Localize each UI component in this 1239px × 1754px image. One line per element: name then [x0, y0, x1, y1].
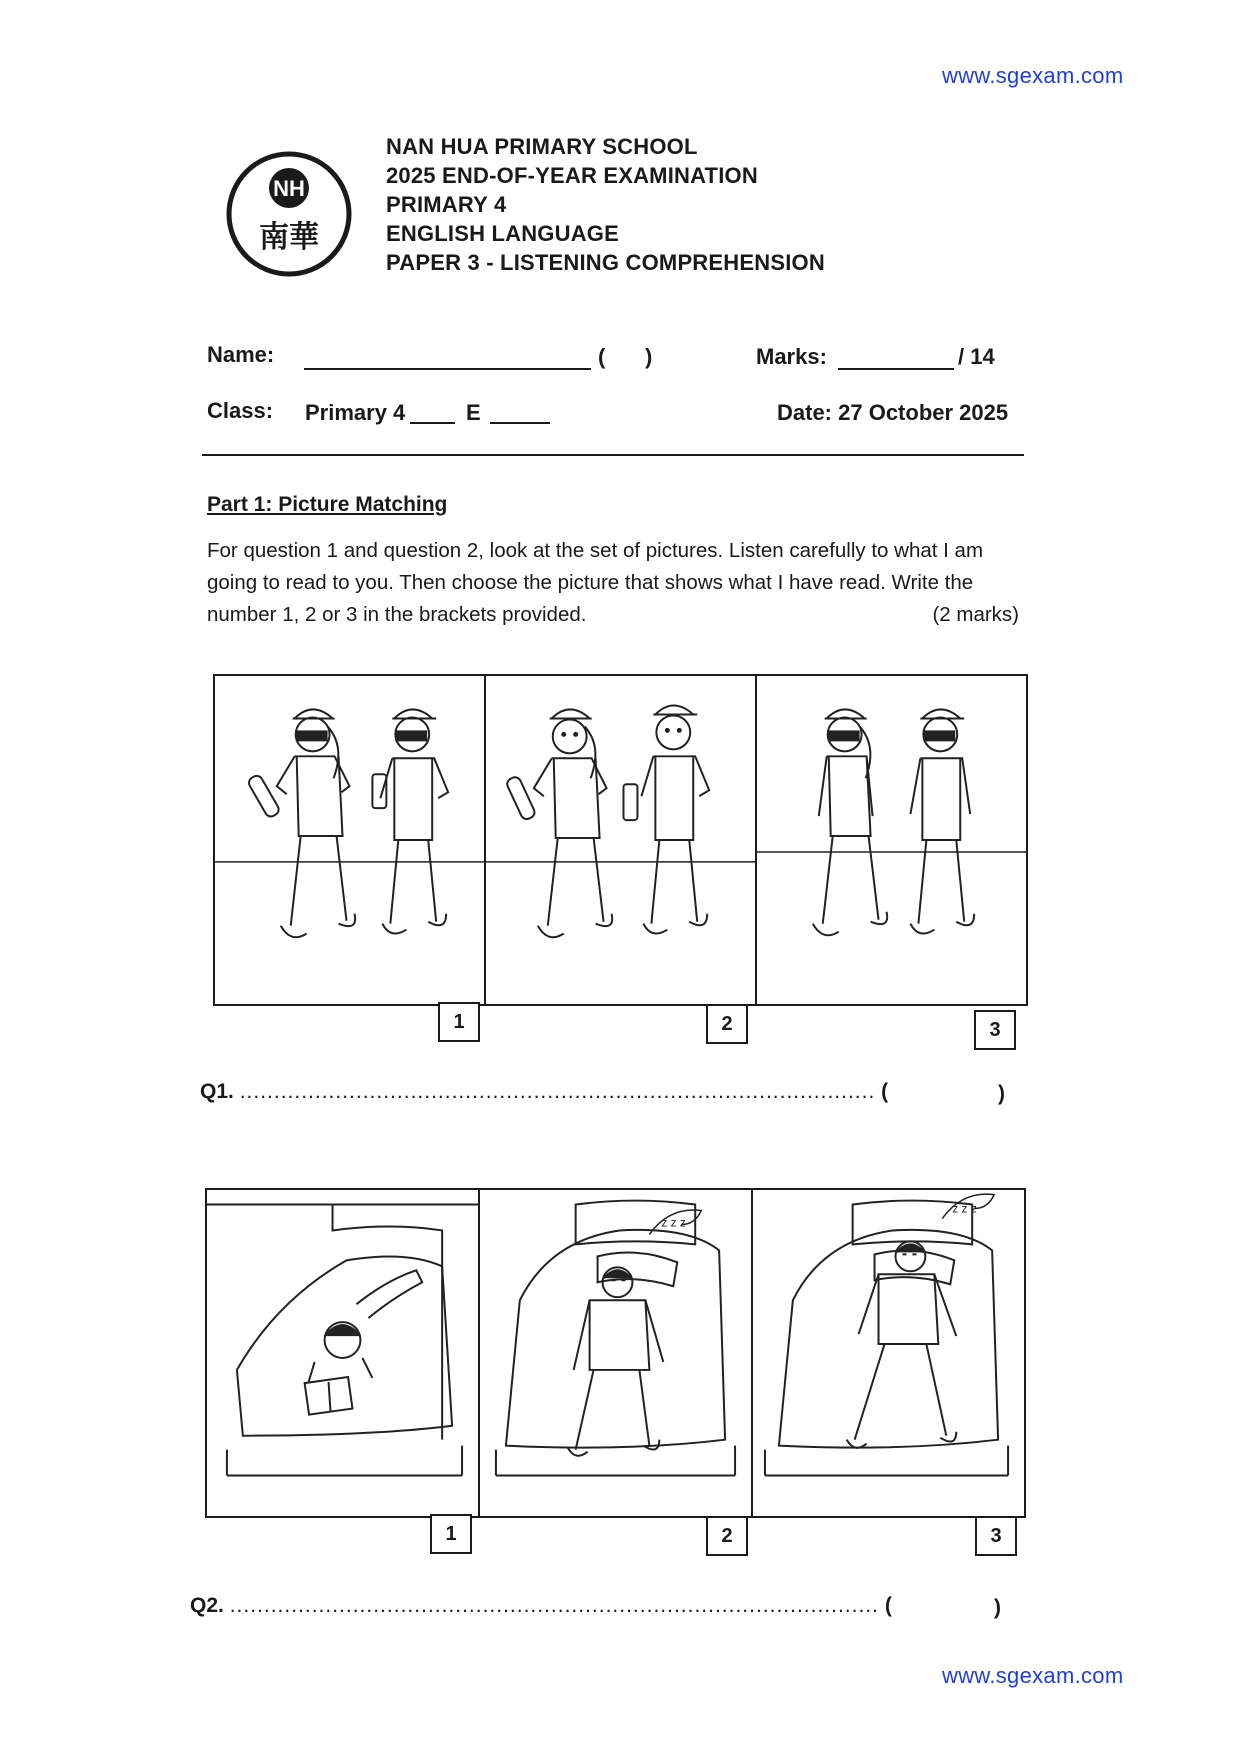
boy-sleeping-on-bed-icon — [480, 1190, 751, 1516]
q2-answer-line — [190, 1594, 892, 1618]
part1-title: Part 1: Picture Matching — [207, 493, 448, 516]
q1-picture-set — [213, 674, 1028, 1006]
q1-panel-number-1: 1 — [438, 1002, 480, 1042]
q1-close-bracket: ) — [998, 1082, 1005, 1105]
register-number-open-bracket: ( — [598, 344, 606, 369]
logo-chinese-text: 南華 — [259, 220, 319, 255]
q2-open-bracket: ( — [884, 1594, 892, 1617]
watermark-url-bottom: www.sgexam.com — [942, 1663, 1124, 1688]
q1-open-bracket: ( — [881, 1080, 889, 1103]
paper-title: PAPER 3 - LISTENING COMPREHENSION — [386, 250, 825, 275]
instruction-text: For question 1 and question 2, look at the set of pictures. Listen carefully to what I am going to read to you. Then choose the picture that shows what I have read. Write the number 1, 2 or 3 in the brackets provided. — [207, 539, 984, 626]
q2-close-bracket: ) — [994, 1596, 1001, 1619]
q2-picture-1 — [207, 1190, 480, 1516]
q2-panel-number-1: 1 — [430, 1514, 472, 1554]
q2-panel-number-3: 3 — [975, 1516, 1017, 1556]
q2-picture-3 — [753, 1190, 1024, 1516]
name-field[interactable] — [304, 346, 591, 370]
q1-answer-field[interactable] — [893, 1078, 993, 1106]
q2-panel-number-2: 2 — [706, 1516, 748, 1556]
part1-instructions — [207, 535, 1019, 631]
exam-date: Date: 27 October 2025 — [777, 400, 1009, 425]
q1-picture-1 — [215, 676, 486, 1004]
marks-total: / 14 — [958, 344, 995, 369]
boy-sleeping-on-bed-alternative-icon — [753, 1190, 1024, 1516]
q1-panel-number-2: 2 — [706, 1004, 748, 1044]
two-children-walking-sunglasses-no-bottles-icon — [757, 676, 1026, 1004]
class-label: Class: — [207, 398, 274, 423]
watermark-url-top: www.sgexam.com — [942, 63, 1124, 88]
boy-reading-book-on-bed-icon — [207, 1190, 478, 1516]
exam-title: 2025 END-OF-YEAR EXAMINATION — [386, 163, 758, 188]
q1-label: Q1. — [200, 1080, 234, 1103]
svg-text:z z z: z z z — [661, 1215, 686, 1230]
q2-picture-2 — [480, 1190, 753, 1516]
exam-header — [386, 132, 825, 277]
school-logo — [225, 150, 353, 278]
class-level: Primary 4 — [305, 400, 406, 425]
name-label: Name: — [207, 342, 275, 367]
svg-text:z z z: z z z — [952, 1201, 977, 1216]
header-divider — [202, 454, 1024, 456]
register-number-close-bracket: ) — [645, 344, 653, 369]
subject: ENGLISH LANGUAGE — [386, 221, 619, 246]
class-stream-field[interactable] — [490, 402, 550, 424]
two-children-walking-no-sunglasses-bottles-icon — [486, 676, 755, 1004]
q1-panel-number-3: 3 — [974, 1010, 1016, 1050]
q1-picture-3 — [757, 676, 1026, 1004]
level: PRIMARY 4 — [386, 192, 507, 217]
school-name: NAN HUA PRIMARY SCHOOL — [386, 134, 698, 159]
q2-label: Q2. — [190, 1594, 224, 1617]
class-number-field[interactable] — [410, 402, 455, 424]
logo-initials: NH — [273, 176, 305, 201]
q2-answer-field[interactable] — [888, 1592, 988, 1620]
part1-marks: (2 marks) — [932, 603, 1019, 626]
q2-picture-set — [205, 1188, 1026, 1518]
q1-dotted-line: ............................................................................................. — [239, 1080, 876, 1103]
register-number-field[interactable] — [614, 346, 644, 368]
q2-dotted-line: ............................................................................................... — [229, 1594, 879, 1617]
marks-field[interactable] — [838, 346, 954, 370]
class-stream-label: E — [466, 400, 481, 425]
q1-answer-line — [200, 1080, 888, 1104]
q1-picture-2 — [486, 676, 757, 1004]
two-children-walking-sunglasses-bottles-icon — [215, 676, 484, 1004]
marks-label: Marks: — [756, 344, 827, 369]
